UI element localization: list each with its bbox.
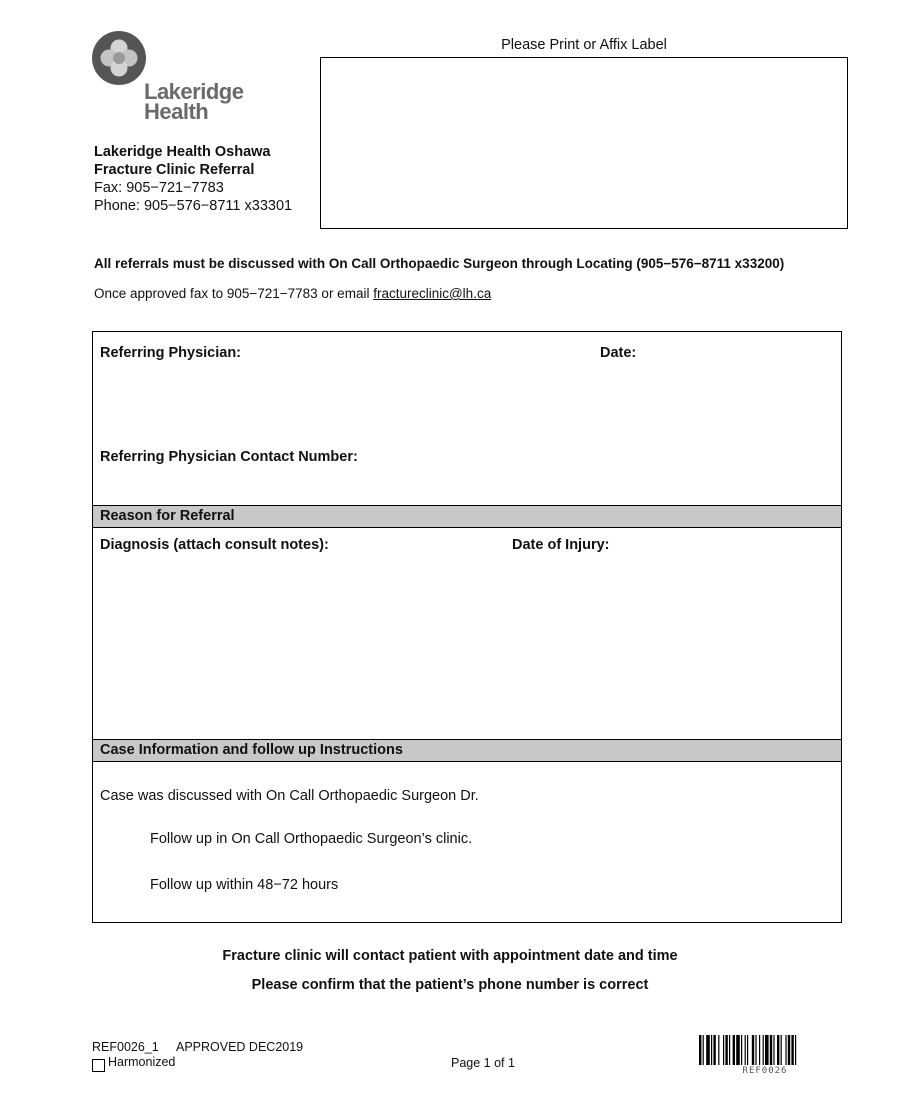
- org-fax: Fax: 905−721−7783: [94, 180, 224, 196]
- org-name: Lakeridge Health Oshawa: [94, 144, 271, 160]
- reason-for-referral-header: Reason for Referral: [93, 505, 841, 528]
- label-caption: Please Print or Affix Label: [501, 37, 667, 53]
- barcode-icon: [699, 1035, 831, 1065]
- follow-up-hours-text: Follow up within 48−72 hours: [150, 877, 339, 893]
- logo-line2: Health: [144, 99, 209, 124]
- barcode-text: REF0026: [742, 1066, 788, 1076]
- org-phone: Phone: 905−576−8711 x33301: [94, 198, 293, 214]
- diagnosis-label: Diagnosis (attach consult notes):: [100, 537, 329, 553]
- approved-date: APPROVED DEC2019: [176, 1040, 304, 1054]
- contact-number-label: Referring Physician Contact Number:: [100, 449, 358, 465]
- patient-label-box[interactable]: [320, 57, 848, 229]
- case-information-header: Case Information and follow up Instructions: [93, 739, 841, 762]
- referral-notice: All referrals must be discussed with On Call Orthopaedic Surgeon through Locating (905−576−8711 x33200): [94, 256, 785, 271]
- case-discussed-text: Case was discussed with On Call Orthopaedic Surgeon Dr.: [100, 788, 479, 804]
- fax-email-text: Once approved fax to 905−721−7783 or email: [94, 286, 374, 301]
- confirm-message: Please confirm that the patient’s phone number is correct: [251, 977, 649, 993]
- logo-line1: Lakeridge: [144, 79, 244, 104]
- form-code: REF0026_1: [92, 1040, 159, 1054]
- referring-physician-label: Referring Physician:: [100, 345, 242, 361]
- follow-up-clinic-text: Follow up in On Call Orthopaedic Surgeon’s clinic.: [150, 831, 473, 847]
- page-number: Page 1 of 1: [451, 1056, 515, 1070]
- date-of-injury-label: Date of Injury:: [512, 537, 610, 553]
- referral-form: [92, 331, 842, 923]
- logo-mark-icon: [91, 30, 147, 86]
- harmonized-checkbox[interactable]: [92, 1059, 105, 1072]
- email-link[interactable]: fractureclinic@lh.ca: [373, 286, 492, 301]
- date-label: Date:: [600, 345, 637, 361]
- fax-email-line: [94, 286, 491, 301]
- logo-wordmark: [144, 79, 244, 124]
- contact-message: Fracture clinic will contact patient with appointment date and time: [222, 948, 678, 964]
- harmonized-label: Harmonized: [108, 1055, 176, 1069]
- org-info: [94, 143, 292, 215]
- form-title: Fracture Clinic Referral: [94, 162, 255, 178]
- lakeridge-health-logo: [91, 30, 251, 125]
